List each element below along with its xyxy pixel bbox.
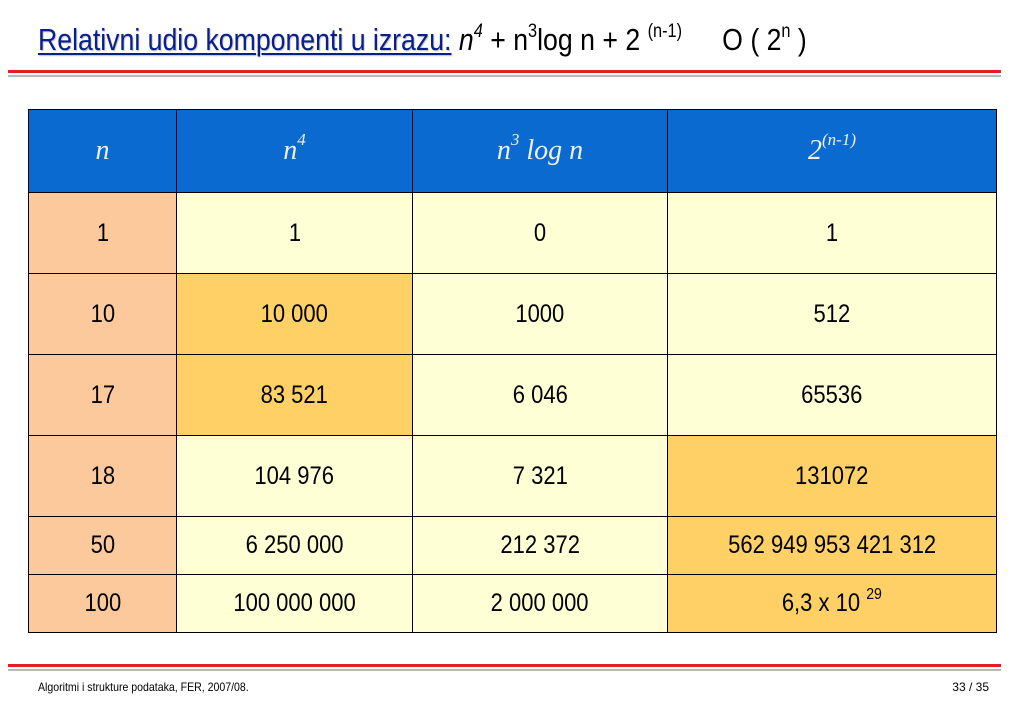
cell-n3logn: 0 — [413, 193, 668, 274]
title-lead: Relativni udio komponenti u izrazu: — [38, 22, 452, 57]
cell-n: 17 — [29, 355, 177, 436]
big-o-exp: n — [781, 20, 791, 42]
slide-title — [38, 18, 807, 62]
big-o-text: O ( 2 — [722, 22, 782, 57]
footer-course: Algoritmi i strukture podataka, FER, 2007/08. — [38, 680, 249, 694]
cell-pow2: 1 — [668, 193, 997, 274]
formula-exp-4: 4 — [473, 20, 483, 42]
cell-n3logn: 1000 — [413, 274, 668, 355]
cell-n4: 6 250 000 — [177, 517, 413, 575]
table-header-row — [29, 110, 997, 193]
header-n: n — [29, 110, 177, 193]
table-row — [29, 575, 997, 633]
formula-log: log n + 2 — [537, 22, 648, 57]
formula-n: n — [458, 22, 474, 57]
big-o-notation — [722, 22, 807, 57]
cell-pow2: 512 — [668, 274, 997, 355]
cell-n3logn: 7 321 — [413, 436, 668, 517]
big-o-close: ) — [790, 22, 807, 57]
formula-exp-n-1: (n-1) — [647, 20, 683, 42]
title-formula — [459, 22, 483, 57]
cell-n4: 1 — [177, 193, 413, 274]
header-n4: $n^4$ — [177, 110, 413, 193]
cell-n: 10 — [29, 274, 177, 355]
growth-table — [28, 109, 997, 633]
cell-pow2: 131072 — [668, 436, 997, 517]
header-pow2: 2$^{(n-1)}$ — [668, 110, 997, 193]
cell-pow2: 65536 — [668, 355, 997, 436]
cell-pow2: 6,3 x 10 $^{29}$ — [668, 575, 997, 633]
formula-n-2: n — [513, 22, 529, 57]
cell-n: 1 — [29, 193, 177, 274]
table-row — [29, 355, 997, 436]
formula-exp-3: 3 — [528, 20, 538, 42]
header-n3logn: $n^3$ log n — [413, 110, 668, 193]
cell-n4: 83 521 — [177, 355, 413, 436]
formula-plus: + — [482, 22, 514, 57]
table-row — [29, 274, 997, 355]
table-row — [29, 436, 997, 517]
cell-n: 18 — [29, 436, 177, 517]
cell-n: 50 — [29, 517, 177, 575]
footer-rule-red — [8, 664, 1001, 667]
title-rule-grey — [8, 75, 1001, 77]
cell-n3logn: 6 046 — [413, 355, 668, 436]
title-rule-red — [8, 70, 1001, 73]
cell-pow2: 562 949 953 421 312 — [668, 517, 997, 575]
table-row — [29, 193, 997, 274]
cell-n4: 100 000 000 — [177, 575, 413, 633]
cell-n4: 10 000 — [177, 274, 413, 355]
footer-rule-grey — [8, 669, 1001, 671]
cell-n: 100 — [29, 575, 177, 633]
footer-page-number: 33 / 35 — [952, 680, 989, 694]
table-row — [29, 517, 997, 575]
cell-n3logn: 212 372 — [413, 517, 668, 575]
cell-n3logn: 2 000 000 — [413, 575, 668, 633]
cell-n4: 104 976 — [177, 436, 413, 517]
